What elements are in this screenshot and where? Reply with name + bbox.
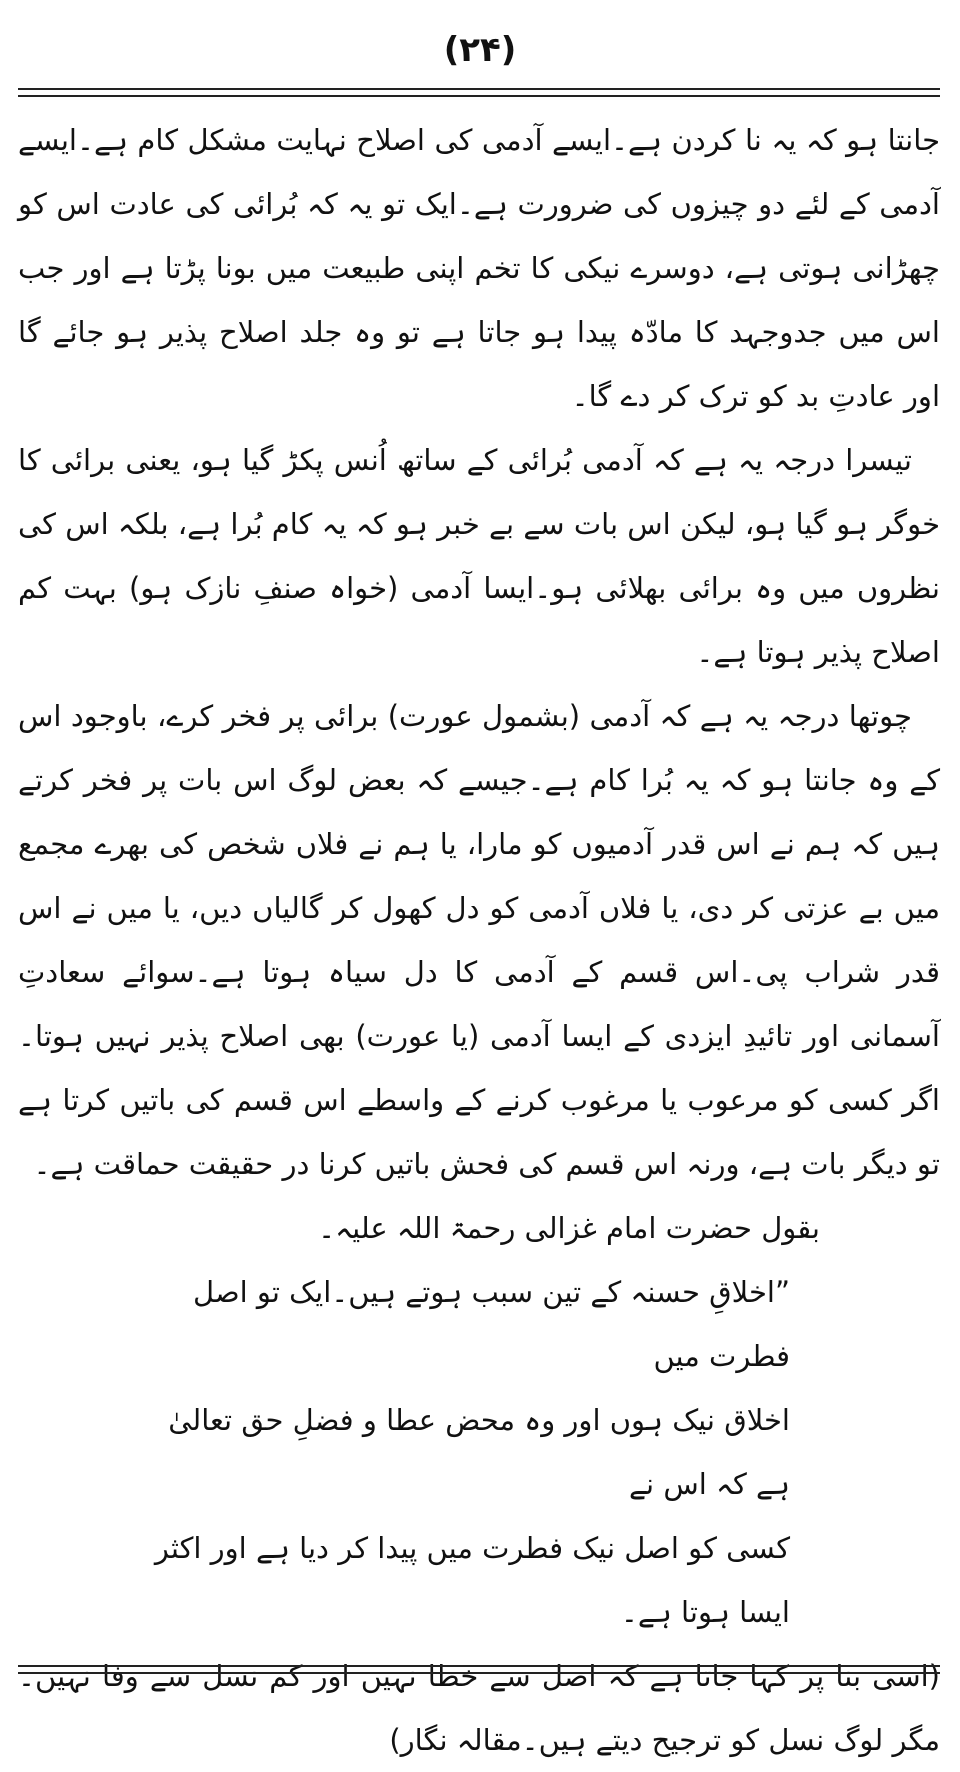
quote-line: کسی کو اصل نیک فطرت میں پیدا کر دیا ہے اور اکثر ایسا ہوتا ہے۔ <box>154 1531 790 1629</box>
paragraph: چوتھا درجہ یہ ہے کہ آدمی (بشمول عورت) برائی پر فخر کرے، باوجود اس کے وہ جانتا ہو کہ یہ بُرا کام ہے۔جیسے کہ بعض لوگ اس بات پر فخر کرتے ہیں کہ ہم نے اس قدر آدمیوں کو مارا، یا ہم نے فلاں شخص کی بھرے مجمع میں بے عزتی کر دی، یا فلاں آدمی کو دل کھول کر گالیاں دیں، یا میں نے اس قدر شراب پی۔اس قسم کے آدمی کا دل سیاہ ہوتا ہے۔سوائے سعادتِ آسمانی اور تائیدِ ایزدی کے ایسا آدمی (یا عورت) بھی اصلاح پذیر نہیں ہوتا۔اگر کسی کو مرعوب یا مرغوب کرنے کے واسطے اس قسم کی باتیں کرتا ہے تو دیگر بات ہے، ورنہ اس قسم کی فحش باتیں کرنا در حقیقت حماقت ہے۔ <box>18 699 940 1181</box>
quote-line: ”اخلاقِ حسنہ کے تین سبب ہوتے ہیں۔ایک تو اصل فطرت میں <box>193 1275 790 1373</box>
paragraph: تیسرا درجہ یہ ہے کہ آدمی بُرائی کے ساتھ اُنس پکڑ گیا ہو، یعنی برائی کا خوگر ہو گیا ہو، لیکن اس بات سے بے خبر ہو کہ یہ کام بُرا ہے، بلکہ اس کی نظروں میں وہ برائی بھلائی ہو۔ایسا آدمی (خواہ صنفِ نازک ہو) بہت کم اصلاح پذیر ہوتا ہے۔ <box>18 443 940 669</box>
footer-rule-lower <box>18 1672 940 1674</box>
quote-line: اخلاق نیک ہوں اور وہ محض عطا و فضلِ حق تعالیٰ ہے کہ اس نے <box>168 1403 790 1501</box>
quote-block <box>18 1260 940 1644</box>
page-number: (۲۴) <box>443 30 517 70</box>
footer-rule-upper <box>18 1665 940 1667</box>
header-rule-lower <box>18 95 940 97</box>
paragraph: جانتا ہو کہ یہ نا کردن ہے۔ایسے آدمی کی اصلاح نہایت مشکل کام ہے۔ایسے آدمی کے لئے دو چیزوں کی ضرورت ہے۔ایک تو یہ کہ بُرائی کی عادت اس کو چھڑانی ہوتی ہے، دوسرے نیکی کا تخم اپنی طبیعت میں بونا پڑتا ہے اور جب اس میں جدوجہد کا مادّہ پیدا ہو جاتا ہے تو وہ جلد اصلاح پذیر ہو جائے گا اور عادتِ بد کو ترک کر دے گا۔ <box>18 123 940 413</box>
body-text <box>18 108 940 1772</box>
header-rule-upper <box>18 88 940 90</box>
author-note: (اسی بنا پر کہا جاتا ہے کہ اصل سے خطا نہیں اور کم نسل سے وفا نہیں۔مگر لوگ نسل کو ترجیح دیتے ہیں۔مقالہ نگار) <box>18 1659 940 1757</box>
quote-attribution: بقول حضرت امام غزالی رحمۃ اللہ علیہ۔ <box>318 1211 820 1245</box>
